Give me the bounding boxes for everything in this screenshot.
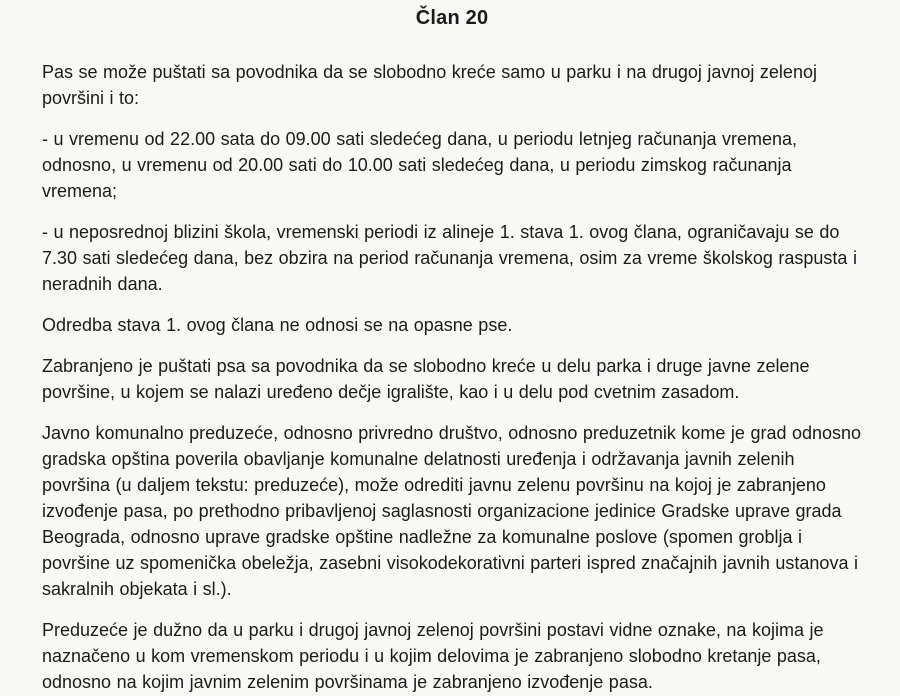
- paragraph-signage-obligation: Preduzeće je dužno da u parku i drugoj javnoj zelenoj površini postavi vidne oznake, na kojima je naznačeno u kom vremenskom periodu i u kojim delovima je zabranjeno slobodno kretanje pasa, odnosno na kojim javnim zelenim površinama je zabranjeno izvođenje pasa.: [42, 620, 824, 692]
- paragraph-utility-company: Javno komunalno preduzeće, odnosno privredno društvo, odnosno preduzetnik kome je grad odnosno gradska opština poverila obavljanje komunalne delatnosti uređenja i održavanja javnih zelenih površina (u daljem tekstu: preduzeće), može odrediti javnu zelenu površinu na kojoj je zabranjeno izvođenje pasa, po prethodno pribavljenoj saglasnosti organizacione jedinice Gradske uprave grada Beograda, odnosno uprave gradske opštine nadležne za komunalne poslove (spomen groblja i površine uz spomenička obeležja, zasebni visokodekorativni parteri ispred značajnih javnih ustanova i sakralnih objekata i sl.).: [42, 423, 862, 599]
- paragraph-time-periods: - u vremenu od 22.00 sata do 09.00 sati sledećeg dana, u periodu letnjeg računanja vremena, odnosno, u vremenu od 20.00 sati do 10.00 sati sledećeg dana, u periodu zimskog računanja vremena;: [42, 129, 798, 201]
- paragraph-leash-rule: Pas se može puštati sa povodnika da se slobodno kreće samo u parku i na drugoj javnoj zelenoj površini i to:: [42, 62, 817, 108]
- paragraph-school-vicinity: - u neposrednoj blizini škola, vremenski periodi iz alineje 1. stava 1. ovog člana, ograničavaju se do 7.30 sati sledećeg dana, bez obzira na period računanja vremena, osim za vreme školskog raspusta i neradnih dana.: [42, 222, 857, 294]
- paragraph-playground-prohibition: Zabranjeno je puštati psa sa povodnika da se slobodno kreće u delu parka i druge javne zelene površine, u kojem se nalazi uređeno dečje igralište, kao i u delu pod cvetnim zasadom.: [42, 356, 810, 402]
- paragraph-dangerous-dogs: Odredba stava 1. ovog člana ne odnosi se na opasne pse.: [42, 315, 513, 335]
- article-heading: Član 20: [415, 7, 489, 29]
